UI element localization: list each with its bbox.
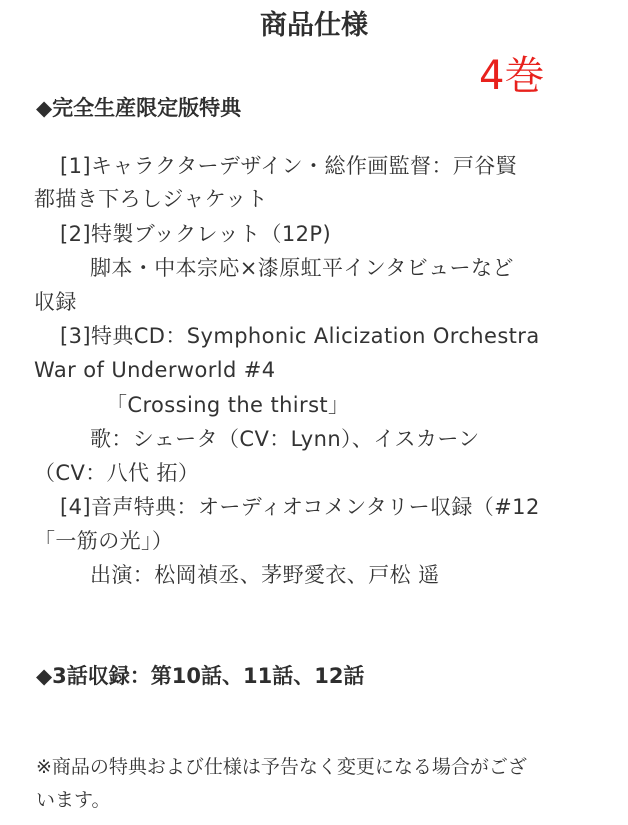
spec-line: War of Underworld #4 bbox=[34, 358, 276, 382]
bonus-section-heading: ◆完全生産限定版特典 bbox=[36, 96, 242, 120]
spec-line: [1]キャラクターデザイン・総作画監督：戸谷賢 bbox=[60, 154, 518, 178]
disclaimer-line: ※商品の特典および仕様は予告なく変更になる場合がござ bbox=[36, 756, 527, 778]
spec-line: 脚本・中本宗応×漆原虹平インタビューなど bbox=[90, 256, 514, 280]
spec-line: 収録 bbox=[34, 290, 77, 314]
page-title: 商品仕様 bbox=[260, 10, 368, 41]
spec-line: 都描き下ろしジャケット bbox=[34, 187, 268, 211]
spec-line: 「一筋の光」） bbox=[34, 529, 174, 553]
disclaimer-line: います。 bbox=[36, 789, 111, 811]
spec-line: （CV：八代 拓） bbox=[34, 461, 200, 485]
episodes-heading: ◆3話収録：第10話、11話、12話 bbox=[36, 664, 365, 688]
spec-line: [2]特製ブックレット（12P) bbox=[60, 222, 332, 246]
spec-line: 「Crossing the thirst」 bbox=[106, 393, 350, 417]
spec-line: [3]特典CD：Symphonic Alicization Orchestra bbox=[60, 324, 540, 348]
spec-line: 歌：シェータ（CV：Lynn）、イスカーン bbox=[90, 427, 480, 451]
spec-line: 出演：松岡禎丞、茅野愛衣、戸松 遥 bbox=[90, 563, 440, 587]
volume-label: 4巻 bbox=[479, 53, 545, 99]
spec-line: [4]音声特典：オーディオコメンタリー収録（#12 bbox=[60, 495, 540, 519]
